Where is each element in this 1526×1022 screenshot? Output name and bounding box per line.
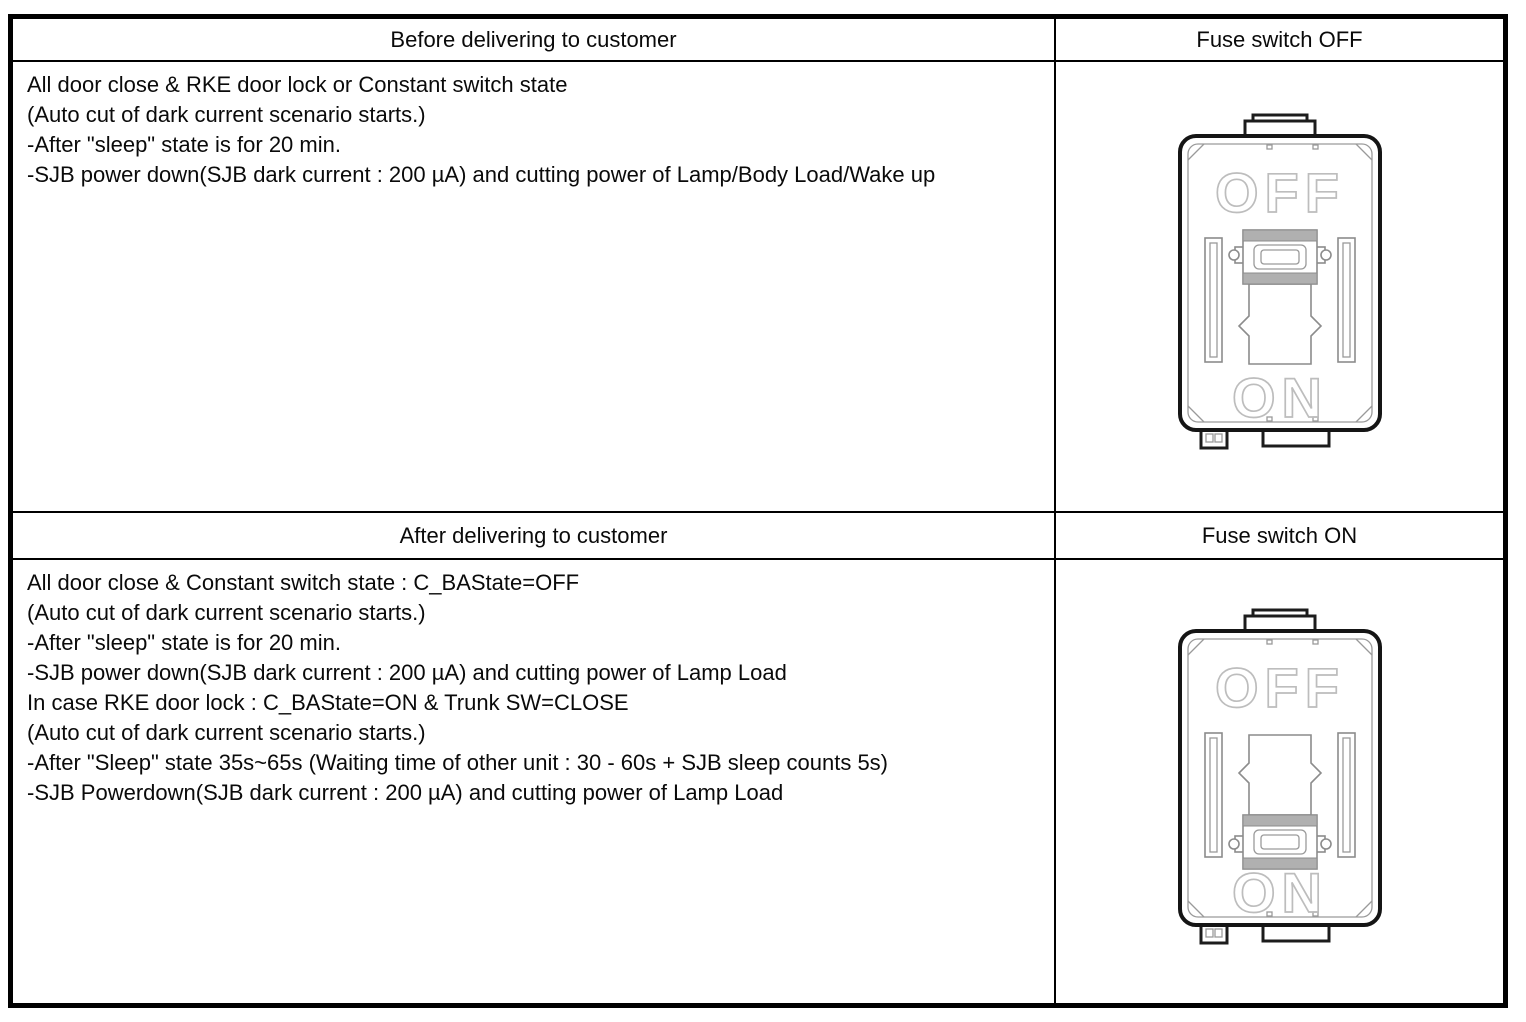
section2-switch-header-text: Fuse switch ON <box>1201 522 1358 548</box>
text-line: -After "sleep" state is for 20 min. <box>27 630 341 655</box>
section1-switch-header-text: Fuse switch OFF <box>1196 26 1363 52</box>
left-rail <box>1205 733 1222 857</box>
text-line: All door close & RKE door lock or Constant switch state <box>27 72 568 97</box>
left-rail <box>1205 238 1222 362</box>
fuse-switch-drawing <box>1175 607 1385 952</box>
section1-figure-cell <box>1056 62 1503 513</box>
section2-header-text: After delivering to customer <box>399 522 668 548</box>
section2-header-cell <box>13 513 1056 560</box>
text-line: -SJB power down(SJB dark current : 200 µA) and cutting power of Lamp/Body Load/Wake up <box>27 162 936 187</box>
section2-figure-cell <box>1056 560 1503 1003</box>
section2-description-cell <box>13 560 1056 1003</box>
text-line: -After "sleep" state is for 20 min. <box>27 132 341 157</box>
right-rail <box>1338 238 1355 362</box>
fuse-switch-table <box>8 14 1508 1008</box>
text-line: -SJB Powerdown(SJB dark current : 200 µA) and cutting power of Lamp Load <box>27 780 784 805</box>
section1-header-cell <box>13 19 1056 62</box>
text-line: -After "Sleep" state 35s~65s (Waiting time of other unit : 30 - 60s + SJB sleep counts 5s) <box>27 750 889 775</box>
switch-on-label: ON <box>1231 860 1328 924</box>
right-rail <box>1338 733 1355 857</box>
text-line: All door close & Constant switch state : C_BAState=OFF <box>27 570 580 595</box>
section2-switch-header-cell <box>1056 513 1503 560</box>
section1-description-cell <box>13 62 1056 513</box>
text-line: (Auto cut of dark current scenario starts.) <box>27 600 426 625</box>
section1-header-text: Before delivering to customer <box>390 26 677 52</box>
fuse-switch-off-figure <box>1175 112 1385 462</box>
fuse-switch-drawing <box>1175 112 1385 457</box>
text-line: (Auto cut of dark current scenario starts.) <box>27 720 426 745</box>
switch-off-label: OFF <box>1214 655 1345 719</box>
switch-on-label: ON <box>1231 365 1328 429</box>
text-line: In case RKE door lock : C_BAState=ON & Trunk SW=CLOSE <box>27 690 629 715</box>
text-line: -SJB power down(SJB dark current : 200 µA) and cutting power of Lamp Load <box>27 660 787 685</box>
fuse-switch-on-figure <box>1175 607 1385 957</box>
switch-off-label: OFF <box>1214 160 1345 224</box>
section1-switch-header-cell <box>1056 19 1503 62</box>
text-line: (Auto cut of dark current scenario starts.) <box>27 102 426 127</box>
